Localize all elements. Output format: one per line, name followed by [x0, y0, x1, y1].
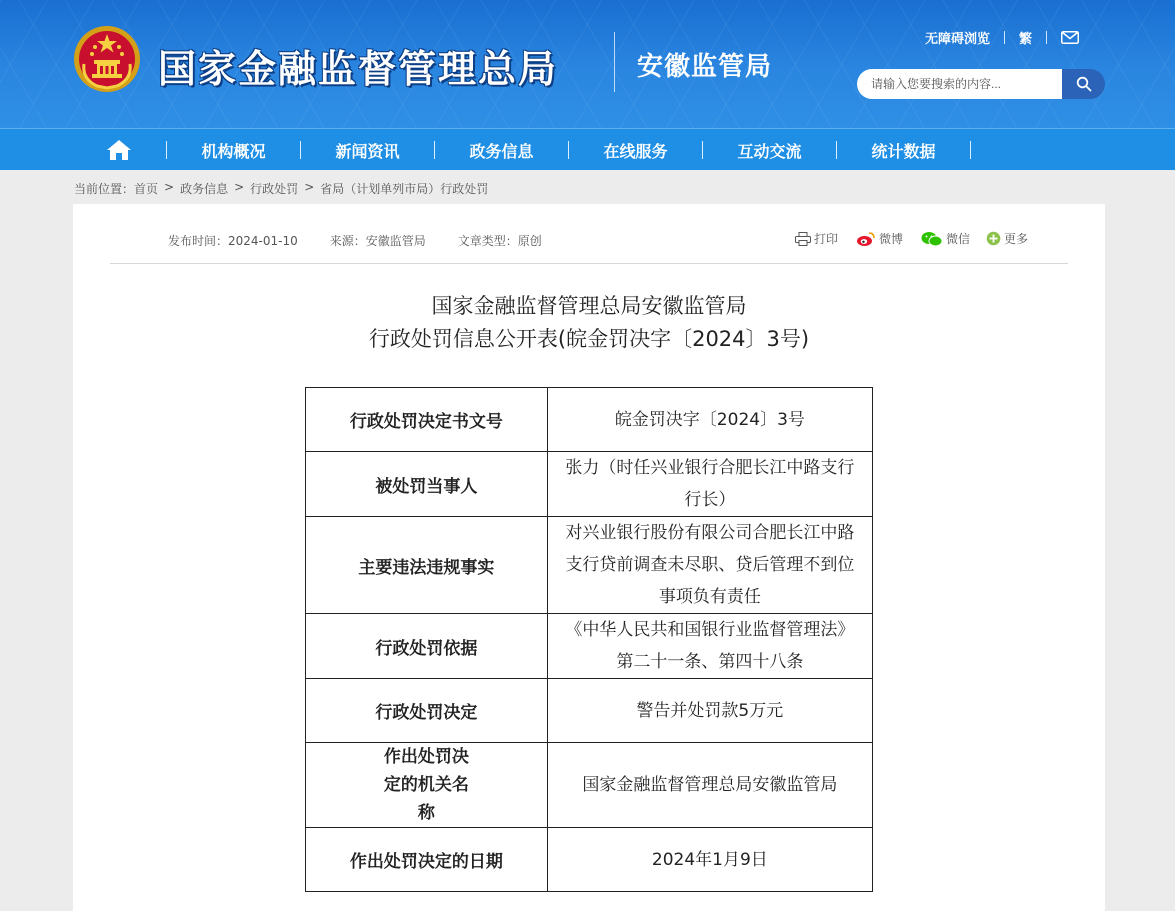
nav-item-statistics[interactable]: 统计数据 [871, 141, 936, 161]
nav-item-news[interactable]: 新闻资讯 [335, 141, 400, 161]
article-meta [168, 232, 542, 249]
breadcrumb [74, 180, 488, 197]
breadcrumb-label: 当前位置： [74, 182, 135, 196]
row-key: 行政处罚依据 [306, 614, 548, 679]
nav-item-interaction[interactable]: 互动交流 [737, 141, 802, 161]
document-title [73, 290, 1105, 356]
link-divider [1004, 31, 1005, 44]
penalty-info-table [305, 387, 873, 892]
search-box [857, 69, 1105, 99]
traditional-chinese-link[interactable]: 繁 [1018, 32, 1032, 47]
breadcrumb-separator: > [164, 180, 175, 194]
main-nav [0, 128, 1175, 170]
nav-item-about[interactable]: 机构概况 [201, 141, 266, 161]
meta-divider [110, 263, 1068, 264]
publish-time: 发布时间：2024-01-10 [168, 234, 298, 248]
nav-home-button[interactable] [72, 129, 166, 171]
weibo-icon [856, 231, 876, 247]
document-title-line-1: 国家金融监督管理总局安徽监管局 [431, 294, 747, 318]
breadcrumb-provincial-penalties[interactable]: 省局（计划单列市局）行政处罚 [320, 182, 489, 196]
breadcrumb-separator: > [234, 180, 245, 194]
link-divider [1046, 31, 1047, 44]
row-key: 主要违法违规事实 [306, 517, 548, 614]
document-title-line-2: 行政处罚信息公开表(皖金罚决字〔2024〕3号) [368, 327, 810, 351]
article-source: 来源：安徽监管局 [329, 234, 426, 248]
weibo-share-button[interactable] [856, 230, 903, 247]
print-label: 打印 [814, 232, 839, 246]
nav-item-online-services[interactable]: 在线服务 [603, 141, 668, 161]
article-type: 文章类型：原创 [457, 234, 542, 248]
row-key: 作出处罚决定的日期 [306, 828, 548, 892]
row-value: 皖金罚决字〔2024〕3号 [547, 388, 872, 452]
breadcrumb-government-info[interactable]: 政务信息 [180, 182, 229, 196]
wechat-share-button[interactable] [921, 230, 970, 247]
table-row [306, 679, 873, 743]
nav-divider [970, 141, 971, 159]
home-icon [106, 139, 132, 161]
title-divider [614, 32, 615, 92]
bureau-title: 安徽监管局 [637, 52, 773, 82]
more-share-button[interactable] [986, 230, 1028, 247]
mail-icon[interactable] [1061, 31, 1079, 44]
row-value: 对兴业银行股份有限公司合肥长江中路支行贷前调查未尽职、贷后管理不到位事项负有责任 [547, 517, 872, 614]
breadcrumb-penalties[interactable]: 行政处罚 [250, 182, 299, 196]
nav-item-government-info[interactable]: 政务信息 [469, 141, 534, 161]
row-key: 作出处罚决定的机关名称 [306, 743, 548, 828]
table-row [306, 743, 873, 828]
national-emblem-icon[interactable] [72, 24, 142, 94]
wechat-label: 微信 [946, 232, 971, 246]
top-links [925, 28, 1079, 47]
row-key: 行政处罚决定 [306, 679, 548, 743]
accessibility-link[interactable]: 无障碍浏览 [924, 32, 990, 47]
print-button[interactable] [795, 230, 838, 247]
search-icon [1076, 76, 1092, 92]
row-value: 《中华人民共和国银行业监督管理法》第二十一条、第四十八条 [547, 614, 872, 679]
print-icon [795, 232, 811, 246]
breadcrumb-home[interactable]: 首页 [134, 182, 159, 196]
breadcrumb-separator: > [304, 180, 315, 194]
table-row [306, 517, 873, 614]
search-button[interactable] [1062, 69, 1105, 99]
wechat-icon [921, 231, 943, 247]
row-value: 张力（时任兴业银行合肥长江中路支行行长） [547, 452, 872, 517]
site-title: 国家金融监督管理总局 [158, 47, 559, 91]
row-value: 国家金融监督管理总局安徽监管局 [547, 743, 872, 828]
table-row [306, 388, 873, 452]
more-icon [986, 231, 1001, 246]
row-key: 被处罚当事人 [306, 452, 548, 517]
table-row [306, 828, 873, 892]
weibo-label: 微博 [879, 232, 904, 246]
row-value: 警告并处罚款5万元 [547, 679, 872, 743]
table-row [306, 452, 873, 517]
site-header [0, 0, 1175, 128]
share-bar [795, 230, 1038, 247]
row-key: 行政处罚决定书文号 [306, 388, 548, 452]
row-value: 2024年1月9日 [547, 828, 872, 892]
more-label: 更多 [1004, 232, 1029, 246]
table-row [306, 614, 873, 679]
article-panel [73, 204, 1105, 911]
search-input[interactable] [857, 69, 1062, 99]
